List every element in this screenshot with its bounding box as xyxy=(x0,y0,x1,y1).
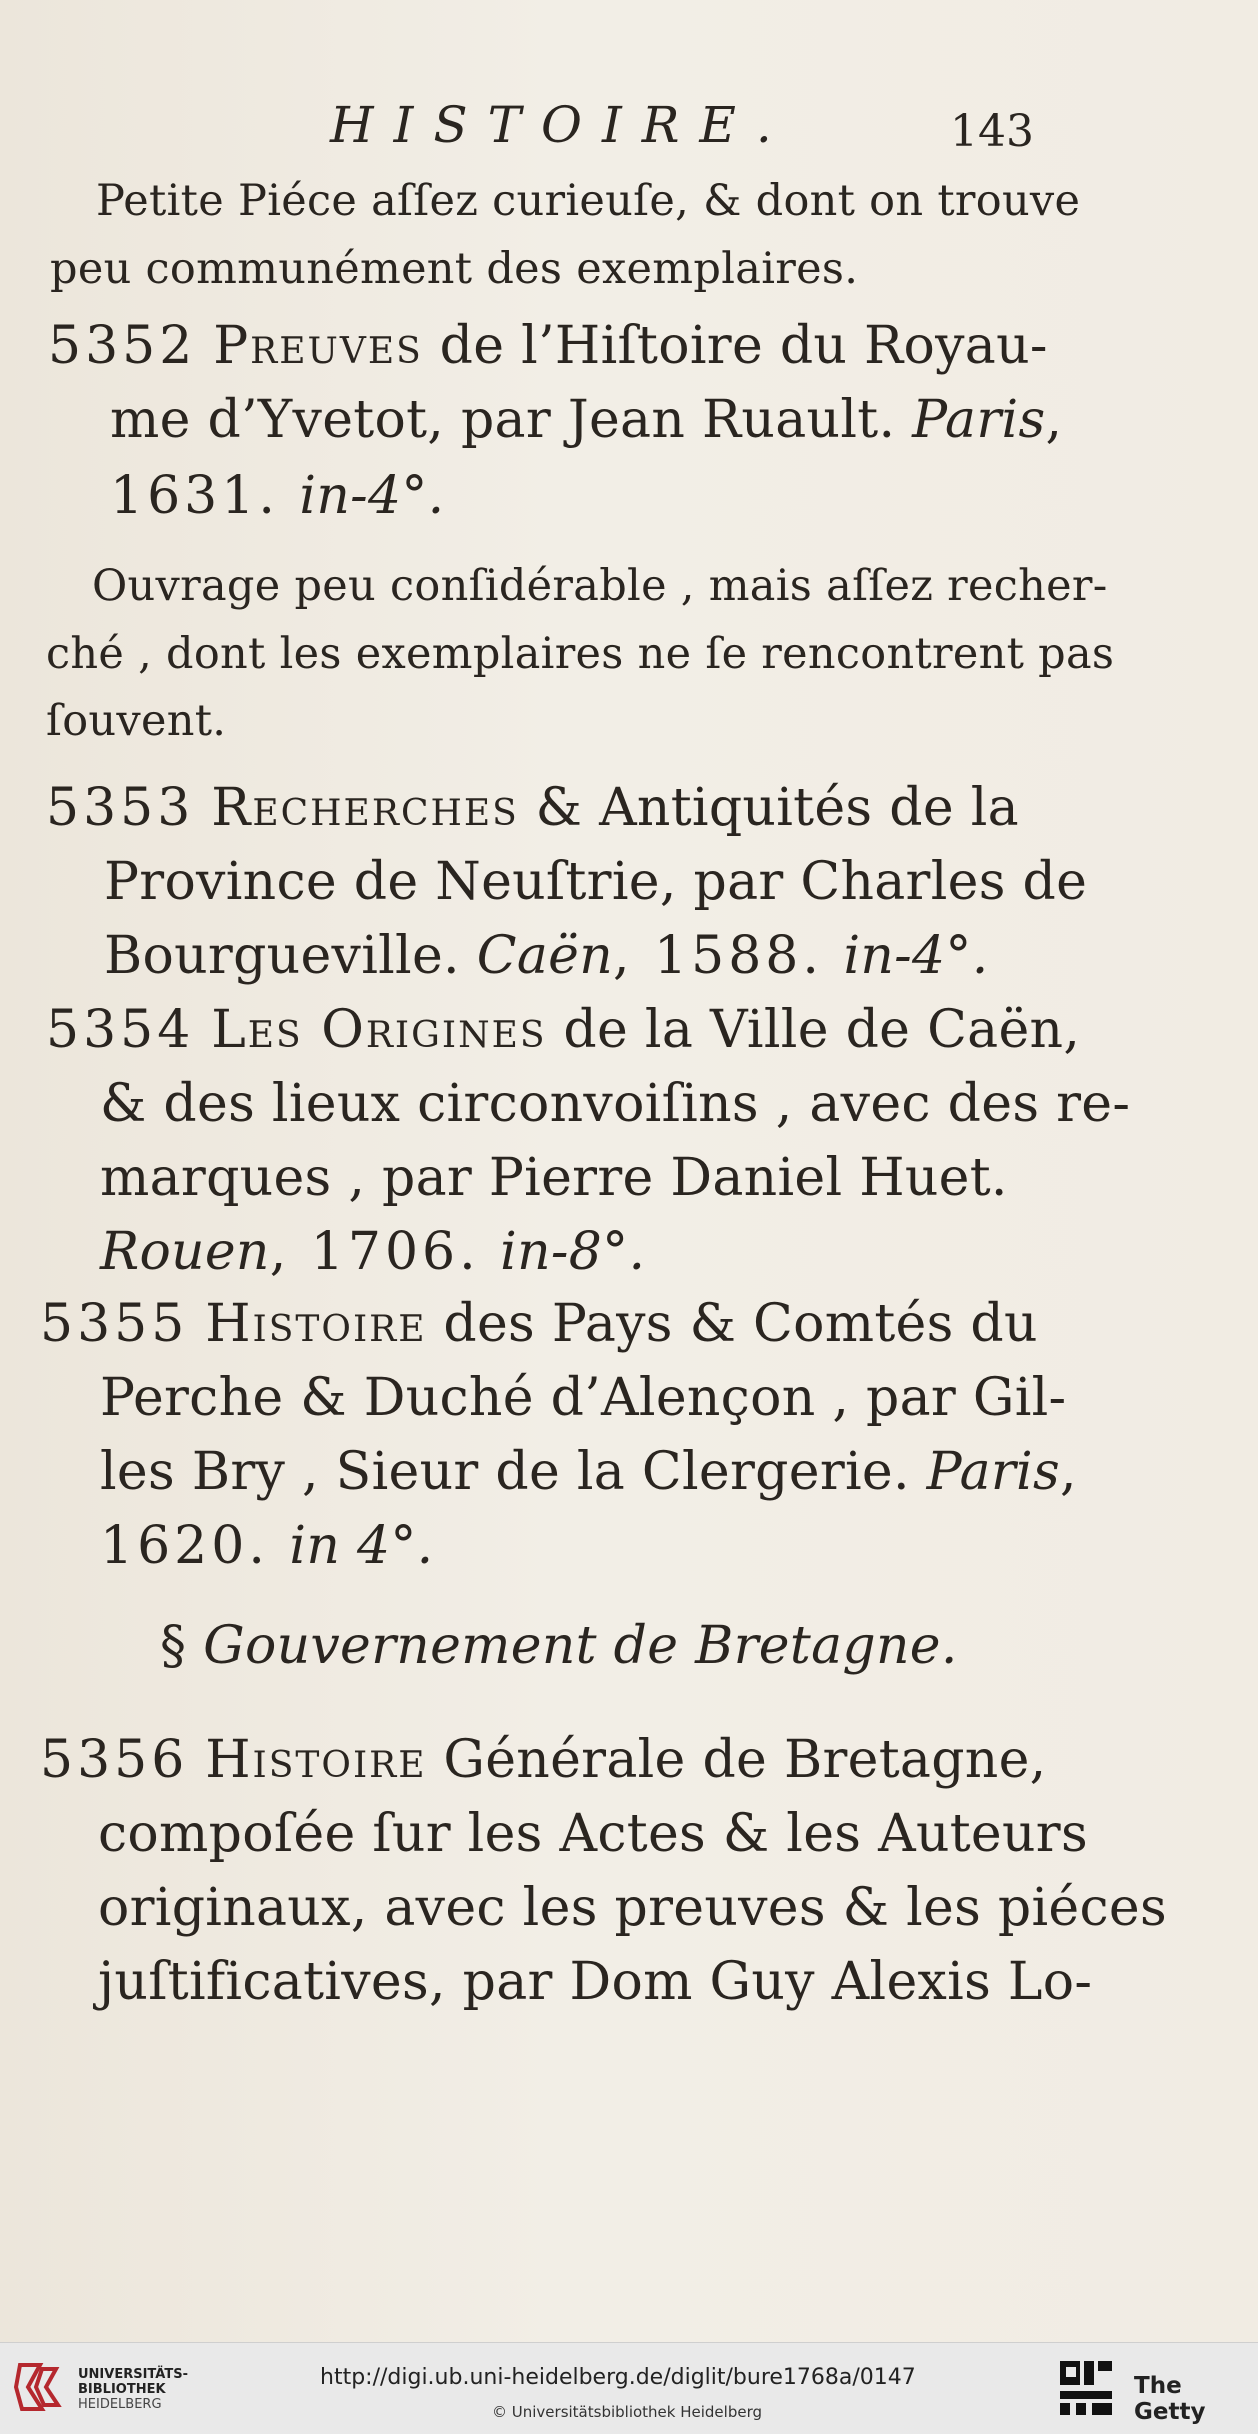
place-of-publication: Paris xyxy=(912,390,1046,450)
year: , 1588. xyxy=(613,926,844,986)
university-logo-icon xyxy=(12,2357,72,2417)
text-line: peu communément des exemplaires. xyxy=(50,244,859,294)
permalink-url[interactable]: http://digi.ub.uni-heidelberg.de/diglit/bure1768a/0147 xyxy=(320,2365,916,2390)
viewer-footer xyxy=(0,2342,1258,2434)
text-line: & des lieux circonvoiſins , avec des re- xyxy=(100,1074,1131,1134)
entry-text: & Antiquités de la xyxy=(518,778,1019,838)
text-line xyxy=(104,926,989,986)
entry-keyword: Histoire xyxy=(205,1294,427,1354)
page-number: 143 xyxy=(950,106,1034,157)
text-line: Perche & Duché d’Alençon , par Gil- xyxy=(100,1368,1067,1428)
text-line xyxy=(110,390,1063,450)
entry-text: de l’Hiſtoire du Royau- xyxy=(422,316,1048,376)
copyright-notice: © Universitätsbibliothek Heidelberg xyxy=(492,2403,763,2421)
entry-number: 5352 xyxy=(48,316,197,376)
entry-number: 5355 xyxy=(40,1294,189,1354)
text-segment: les Bry , Sieur de la Clergerie. xyxy=(100,1442,927,1502)
format: in 4°. xyxy=(289,1516,434,1576)
university-name xyxy=(78,2367,188,2412)
entry-keyword: Recherches xyxy=(211,778,519,838)
entry-5356 xyxy=(40,1730,1047,1790)
section-title: Gouvernement de Bretagne. xyxy=(203,1616,958,1676)
format: in-4°. xyxy=(843,926,989,986)
text-line: juſtificatives, par Dom Guy Alexis Lo- xyxy=(98,1952,1093,2012)
getty-logo-icon xyxy=(1058,2359,1114,2417)
running-head: HISTOIRE. xyxy=(330,96,792,154)
text-line xyxy=(100,1516,434,1576)
format: in-8°. xyxy=(500,1222,646,1282)
entry-text: de la Ville de Caën, xyxy=(546,1000,1081,1060)
university-name-line: HEIDELBERG xyxy=(78,2397,162,2412)
section-sign: § xyxy=(160,1616,204,1676)
entry-text: Générale de Bretagne, xyxy=(426,1730,1047,1790)
text-line: originaux, avec les preuves & les piéces xyxy=(98,1878,1167,1938)
comma: , xyxy=(1045,390,1063,450)
text-line xyxy=(110,466,445,526)
entry-number: 5356 xyxy=(40,1730,189,1790)
entry-5354 xyxy=(46,1000,1081,1060)
text-line xyxy=(100,1442,1077,1502)
entry-keyword: Les Origines xyxy=(211,1000,547,1060)
text-line xyxy=(100,1222,646,1282)
university-name-line: BIBLIOTHEK xyxy=(78,2382,166,2397)
year: , 1706. xyxy=(269,1222,501,1282)
year: 1631. xyxy=(110,466,300,526)
entry-number: 5354 xyxy=(46,1000,195,1060)
text-line: ché , dont les exemplaires ne ſe rencontrent pas xyxy=(46,629,1115,679)
format: in-4°. xyxy=(299,466,445,526)
partner-name: The Getty xyxy=(1134,2373,1206,2425)
entry-5353 xyxy=(46,778,1019,838)
year: 1620. xyxy=(100,1516,290,1576)
university-name-line: UNIVERSITÄTS- xyxy=(78,2367,188,2382)
text-line: compoſée ſur les Actes & les Auteurs xyxy=(98,1804,1088,1864)
text-line: ſouvent. xyxy=(46,696,227,746)
entry-5355 xyxy=(40,1294,1038,1354)
section-heading xyxy=(160,1616,958,1676)
text-segment: Bourgueville. xyxy=(104,926,477,986)
entry-number: 5353 xyxy=(46,778,195,838)
text-line: marques , par Pierre Daniel Huet. xyxy=(100,1148,1008,1208)
entry-text: des Pays & Comtés du xyxy=(426,1294,1038,1354)
place-of-publication: Paris xyxy=(926,1442,1060,1502)
place-of-publication: Caën xyxy=(476,926,613,986)
entry-keyword: Preuves xyxy=(213,316,423,376)
entry-keyword: Histoire xyxy=(205,1730,427,1790)
text-line: Province de Neuſtrie, par Charles de xyxy=(104,852,1088,912)
comma: , xyxy=(1059,1442,1077,1502)
text-segment: me d’Yvetot, par Jean Ruault. xyxy=(110,390,913,450)
place-of-publication: Rouen xyxy=(100,1222,270,1282)
entry-5352 xyxy=(48,316,1048,376)
text-line: Petite Piéce aſſez curieuſe, & dont on trouve xyxy=(96,176,1081,226)
text-line: Ouvrage peu conſidérable , mais aſſez recher- xyxy=(92,561,1108,611)
